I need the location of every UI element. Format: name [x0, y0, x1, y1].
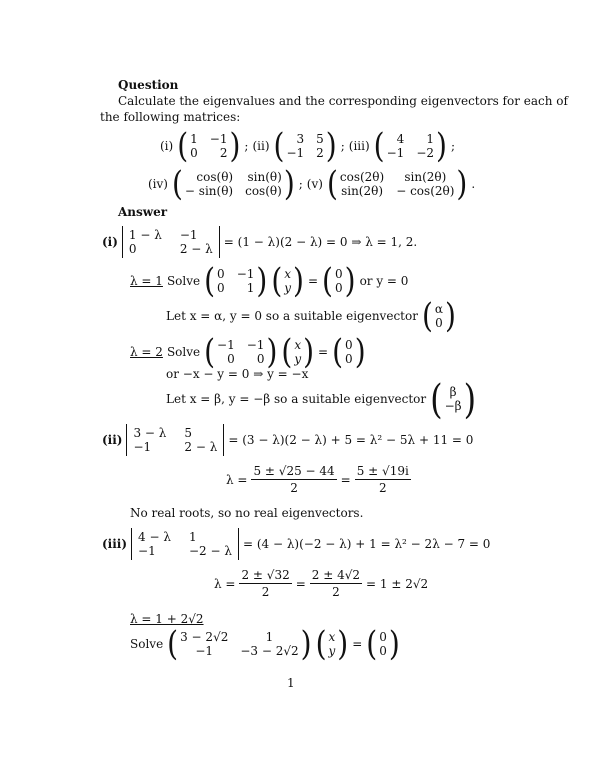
answer-heading: Answer — [118, 205, 168, 219]
answer-i-lambda-2-eigenvector: Let x = β, y = −β so a suitable eigenvector ( β −β ) — [166, 375, 477, 423]
determinant: 3 − λ 5 −1 2 − λ — [126, 424, 224, 456]
question-line-2: the following matrices: — [100, 110, 241, 124]
matrix-label: (iv) — [148, 177, 168, 191]
matrix-iv: ( cos(θ) sin(θ) − sin(θ) cos(θ) ) — [171, 163, 295, 204]
question-matrices-row-1: (i) ( 1 −1 0 2 ) ; (ii) ( 3 5 −1 2 ) ; (iii) ( 4 1 −1 −2 ) ; — [160, 125, 455, 166]
part-label: (i) — [102, 235, 118, 249]
determinant: 4 − λ 1 −1 −2 − λ — [131, 528, 239, 560]
matrix-v: ( cos(2θ) sin(2θ) sin(2θ) − cos(2θ) ) — [326, 163, 468, 204]
part-label: (ii) — [102, 433, 123, 447]
matrix-i: ( 1 −1 0 2 ) — [177, 125, 241, 166]
matrix-label: (v) — [306, 177, 323, 191]
question-heading: Question — [118, 78, 179, 92]
matrix-label: (iii) — [348, 139, 370, 153]
answer-i-lambda-2-or: or −x − y = 0 ⇒ y = −x — [166, 367, 309, 381]
matrix-ii: ( 3 5 −1 2 ) — [273, 125, 337, 166]
answer-i-lambda-2-solve: λ = 2 Solve ( −1 −1 0 0 ) ( x y ) = ( 0 0 ) — [130, 331, 366, 372]
matrix-iii: ( 4 1 −1 −2 ) — [373, 125, 447, 166]
part-label: (iii) — [102, 537, 128, 551]
answer-ii-determinant: (ii) 3 − λ 5 −1 2 − λ = (3 − λ)(2 − λ) + 5 = λ² − 5λ + 11 = 0 — [102, 426, 474, 454]
question-line-1: Calculate the eigenvalues and the corresponding eigenvectors for each of — [118, 94, 568, 108]
determinant: 1 − λ −1 0 2 − λ — [122, 226, 220, 258]
answer-ii-roots: λ = $\frac{5 \pm √25 - 44}{2}$ = $\frac{5 \pm √19i}{2}$ — [226, 464, 409, 495]
answer-iii-eigenvalue-heading: λ = 1 + 2√2 — [130, 612, 204, 626]
matrix-label: (i) — [160, 139, 174, 153]
answer-i-lambda-1-eigenvector: Let x = α, y = 0 so a suitable eigenvector ( α 0 ) — [166, 295, 456, 336]
answer-i-determinant: (i) 1 − λ −1 0 2 − λ = (1 − λ)(2 − λ) = 0 ⇒ λ = 1, 2. — [102, 228, 418, 256]
answer-iii-solve: Solve ( 3 − 2√2 1 −1 −3 − 2√2 ) ( x y ) = ( 0 0 ) — [130, 623, 400, 664]
page-number: 1 — [287, 676, 295, 690]
answer-iii-determinant: (iii) 4 − λ 1 −1 −2 − λ = (4 − λ)(−2 − λ) + 1 = λ² − 2λ − 7 = 0 — [102, 530, 491, 558]
matrix-label: (ii) — [252, 139, 270, 153]
answer-i-lambda-1-solve: λ = 1 Solve ( 0 −1 0 1 ) ( x y ) = ( 0 0 ) or y = 0 — [130, 260, 409, 301]
answer-iii-roots: λ = $\frac{2 \pm √32}{2}$ = $\frac{2 \pm 4√2}{2}$ = 1 ± 2√2 — [214, 568, 429, 599]
eigenvalue-heading: λ = 1 — [130, 274, 163, 288]
answer-ii-note: No real roots, so no real eigenvectors. — [130, 506, 364, 520]
question-matrices-row-2: (iv) ( cos(θ) sin(θ) − sin(θ) cos(θ) ) ; (v) ( cos(2θ) sin(2θ) sin(2θ) − cos(2θ) ) . — [148, 163, 476, 204]
eigenvalue-heading: λ = 2 — [130, 345, 163, 359]
